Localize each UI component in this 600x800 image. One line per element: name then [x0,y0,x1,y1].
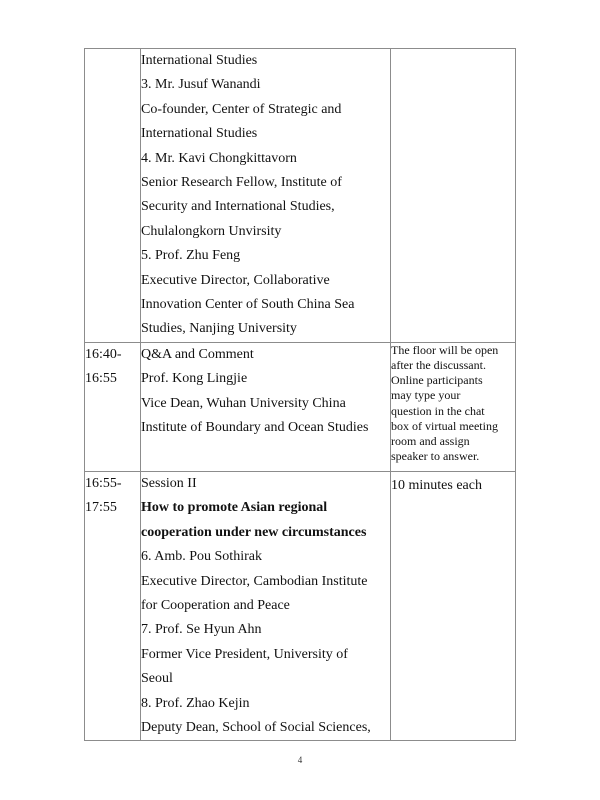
program-text: Innovation Center of South China Sea [141,297,355,313]
program-text: 3. Mr. Jusuf Wanandi [141,77,261,93]
program-text: 7. Prof. Se Hyun Ahn [141,622,262,638]
program-text: Institute of Boundary and Ocean Studies [141,420,369,436]
program-text: Former Vice President, University of [141,646,348,662]
note-cell [391,49,516,343]
time-cell [85,49,141,343]
program-text: International Studies [141,53,258,68]
program-text: Executive Director, Cambodian Institute [141,573,368,589]
page-number: 4 [297,755,303,765]
program-text: Senior Research Fellow, Institute of [141,175,342,191]
program-text: 4. Mr. Kavi Chongkittavorn [141,150,297,166]
note-text: may type your [391,388,461,403]
program-text: Seoul [141,671,173,687]
program-text: Chulalongkorn Unvirsity [141,223,282,239]
session-title: How to promote Asian regional [141,500,328,516]
time-text: 16:55- [85,475,122,491]
program-cell [141,471,391,740]
program-text: 8. Prof. Zhao Kejin [141,695,250,711]
note-text: question in the chat [391,403,485,418]
program-text: for Cooperation and Peace [141,597,290,613]
note-text: room and assign [391,434,470,449]
note-text: box of virtual meeting [391,418,498,433]
program-text: Q&A and Comment [141,346,254,362]
program-text: 6. Amb. Pou Sothirak [141,549,262,565]
agenda-row [85,49,516,343]
note-text: 10 minutes each [391,477,482,493]
note-text: The floor will be open [391,342,499,357]
program-text: Studies, Nanjing University [141,321,297,337]
program-text: 5. Prof. Zhu Feng [141,248,241,264]
agenda-table [84,48,516,741]
note-cell [391,342,516,471]
time-cell [85,342,141,471]
note-text: Online participants [391,373,483,388]
program-text: Deputy Dean, School of Social Sciences, [141,719,371,735]
program-cell [141,49,391,343]
note-text: speaker to answer. [391,449,480,464]
program-text: International Studies [141,126,258,142]
program-text: Executive Director, Collaborative [141,272,330,288]
agenda-row [85,342,516,471]
time-text: 17:55 [85,500,117,516]
program-text: Prof. Kong Lingjie [141,371,248,387]
program-text: Security and International Studies, [141,199,335,215]
agenda-row [85,471,516,740]
time-text: 16:55 [85,371,117,387]
time-cell [85,471,141,740]
program-text: Session II [141,475,197,491]
note-text: after the discussant. [391,358,486,373]
note-cell [391,471,516,740]
program-cell [141,342,391,471]
time-text: 16:40- [85,346,122,362]
session-title: cooperation under new circumstances [141,524,367,540]
program-text: Vice Dean, Wuhan University China [141,395,346,411]
program-text: Co-founder, Center of Strategic and [141,101,342,117]
